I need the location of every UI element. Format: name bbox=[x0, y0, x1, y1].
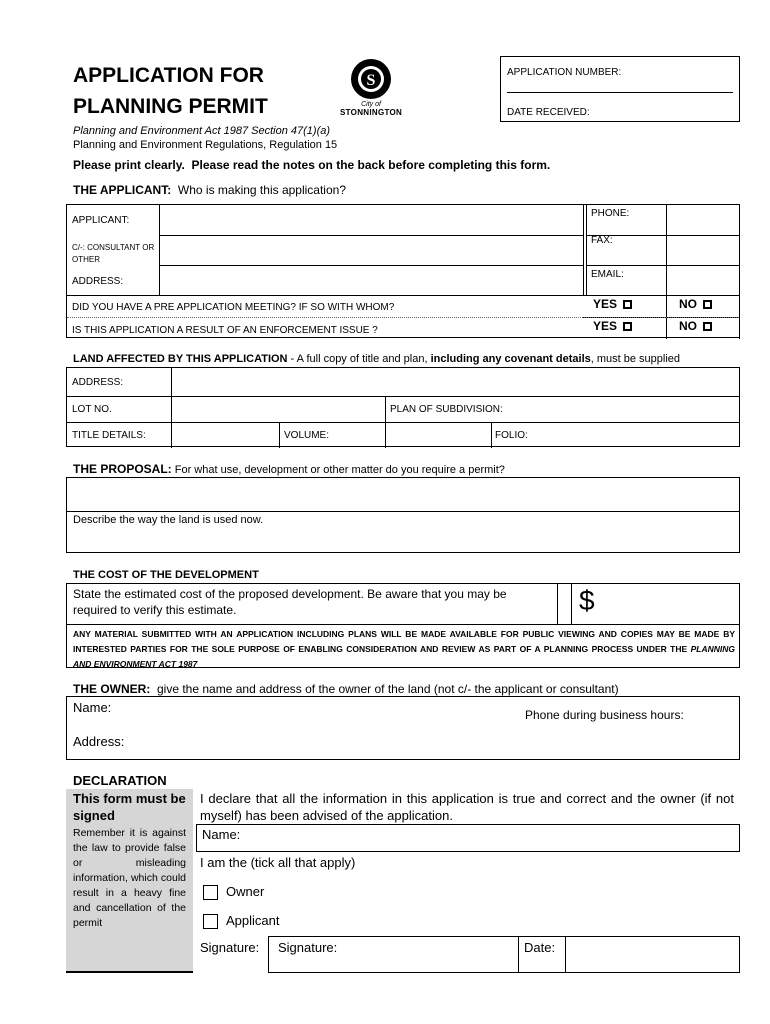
owner-checkbox-icon[interactable] bbox=[203, 885, 218, 900]
owner-address-label: Address: bbox=[73, 734, 125, 749]
date-field[interactable] bbox=[569, 941, 739, 971]
consultant-label: C/-: CONSULTANT OR OTHER bbox=[72, 243, 155, 264]
declaration-name-field[interactable] bbox=[245, 827, 739, 851]
currency-symbol: $ bbox=[579, 585, 595, 616]
applicant-box bbox=[66, 204, 740, 338]
applicant-field[interactable] bbox=[162, 207, 584, 235]
land-use-field[interactable] bbox=[69, 530, 739, 554]
pre-meeting-yes[interactable]: YES bbox=[593, 297, 632, 311]
applicant-option[interactable]: Applicant bbox=[203, 913, 279, 929]
signature-label-2: Signature: bbox=[278, 940, 338, 955]
consultant-field[interactable] bbox=[162, 237, 584, 265]
city-seal-icon bbox=[350, 58, 392, 100]
svg-text:S: S bbox=[366, 72, 376, 89]
owner-option[interactable]: Owner bbox=[203, 884, 264, 900]
no-checkbox-icon[interactable] bbox=[703, 322, 712, 331]
enforcement-question: IS THIS APPLICATION A RESULT OF AN ENFORCEMENT ISSUE ? bbox=[72, 325, 378, 336]
applicant-heading: THE APPLICANT: Who is making this application? bbox=[73, 183, 346, 197]
form-title bbox=[73, 60, 268, 122]
volume-label: VOLUME: bbox=[284, 430, 330, 441]
owner-phone-label: Phone during business hours: bbox=[525, 708, 684, 722]
email-label: EMAIL: bbox=[591, 269, 624, 280]
cost-field[interactable] bbox=[607, 588, 739, 620]
fax-field[interactable] bbox=[669, 237, 741, 265]
phone-field[interactable] bbox=[669, 207, 741, 235]
title-details-label: TITLE DETAILS: bbox=[72, 430, 146, 441]
date-received-label: DATE RECEIVED: bbox=[507, 107, 590, 118]
address-label: ADDRESS: bbox=[72, 276, 124, 287]
applicant-label: APPLICANT: bbox=[72, 215, 130, 226]
logo-name-text: STONNINGTON bbox=[340, 108, 403, 117]
yes-checkbox-icon[interactable] bbox=[623, 300, 632, 309]
application-number-label: APPLICATION NUMBER: bbox=[507, 67, 622, 78]
signature-field[interactable] bbox=[351, 941, 515, 971]
office-use-box bbox=[500, 56, 740, 122]
declaration-statement: I declare that all the information in this application is true and correct and the owner (if not myself) has been advised of the application. bbox=[200, 791, 734, 823]
act-line: Planning and Environment Act 1987 Section 47(1)(a) bbox=[73, 125, 331, 137]
applicant-checkbox-icon[interactable] bbox=[203, 914, 218, 929]
owner-address-field[interactable] bbox=[135, 731, 737, 755]
pre-meeting-no[interactable]: NO bbox=[679, 297, 712, 311]
owner-heading: THE OWNER: give the name and address of the owner of the land (not c/- the applicant or consultant) bbox=[73, 682, 619, 696]
fax-label: FAX: bbox=[591, 235, 613, 246]
lot-field[interactable] bbox=[174, 398, 386, 422]
pre-meeting-question: DID YOU HAVE A PRE APPLICATION MEETING? IF SO WITH WHOM? bbox=[72, 302, 395, 313]
declaration-sidebar bbox=[66, 789, 193, 973]
date-label: Date: bbox=[524, 940, 556, 955]
declaration-name-label: Name: bbox=[202, 827, 241, 842]
warning-text: Remember it is against the law to provide false or misleading information, which could result in a heavy fine and cancellation of the permit bbox=[73, 827, 186, 929]
signature-label-1: Signature: bbox=[200, 940, 260, 955]
cost-text: State the estimated cost of the proposed development. Be aware that you may be required to verify this estimate. bbox=[73, 587, 507, 617]
cost-heading: THE COST OF THE DEVELOPMENT bbox=[73, 569, 259, 581]
owner-box bbox=[66, 696, 740, 760]
must-sign-text: This form must be signed bbox=[73, 791, 186, 823]
proposal-box bbox=[66, 477, 740, 553]
regulations-line: Planning and Environment Regulations, Regulation 15 bbox=[73, 139, 338, 151]
lot-label: LOT NO. bbox=[72, 404, 112, 415]
owner-name-label: Name: bbox=[73, 700, 112, 715]
logo-city-text: City of bbox=[361, 101, 381, 108]
land-box bbox=[66, 367, 740, 447]
phone-label: PHONE: bbox=[591, 208, 630, 219]
city-logo bbox=[340, 58, 402, 122]
title-line-2: PLANNING PERMIT bbox=[73, 95, 268, 118]
tick-instruction: I am the (tick all that apply) bbox=[200, 855, 356, 870]
land-use-label: Describe the way the land is used now. bbox=[73, 514, 264, 526]
address-field[interactable] bbox=[162, 267, 584, 295]
enforcement-yes[interactable]: YES bbox=[593, 319, 632, 333]
land-address-label: ADDRESS: bbox=[72, 377, 124, 388]
cost-box bbox=[66, 583, 740, 668]
signature-box bbox=[268, 936, 740, 973]
proposal-heading: THE PROPOSAL: For what use, development or other matter do you require a permit? bbox=[73, 462, 505, 476]
owner-name-field[interactable] bbox=[117, 699, 521, 721]
email-field[interactable] bbox=[669, 267, 741, 295]
folio-label: FOLIO: bbox=[495, 430, 528, 441]
proposal-field[interactable] bbox=[69, 480, 739, 512]
print-instruction: Please print clearly. Please read the notes on the back before completing this form. bbox=[73, 158, 551, 172]
public-viewing-notice: ANY MATERIAL SUBMITTED WITH AN APPLICATION INCLUDING PLANS WILL BE MADE AVAILABLE FOR PUBLIC VIEWING AND COPIES MAY BE MADE BY INTERESTED PARTIES FOR THE SOLE PURPOSE OF ENABLING CONSIDERATION AND REVIEW AS PART OF A PLANNING PROCESS UNDER THE PLANNING AND ENVIRONMENT ACT 1987 bbox=[73, 629, 735, 669]
title-line-1: APPLICATION FOR bbox=[73, 64, 264, 87]
yes-checkbox-icon[interactable] bbox=[623, 322, 632, 331]
enforcement-no[interactable]: NO bbox=[679, 319, 712, 333]
land-address-field[interactable] bbox=[174, 370, 738, 396]
no-checkbox-icon[interactable] bbox=[703, 300, 712, 309]
declaration-heading: DECLARATION bbox=[73, 773, 167, 788]
plan-label: PLAN OF SUBDIVISION: bbox=[390, 404, 503, 415]
declaration-name-box bbox=[196, 824, 740, 852]
land-heading: LAND AFFECTED BY THIS APPLICATION - A full copy of title and plan, including any covenant details, must be supplied bbox=[73, 353, 681, 365]
